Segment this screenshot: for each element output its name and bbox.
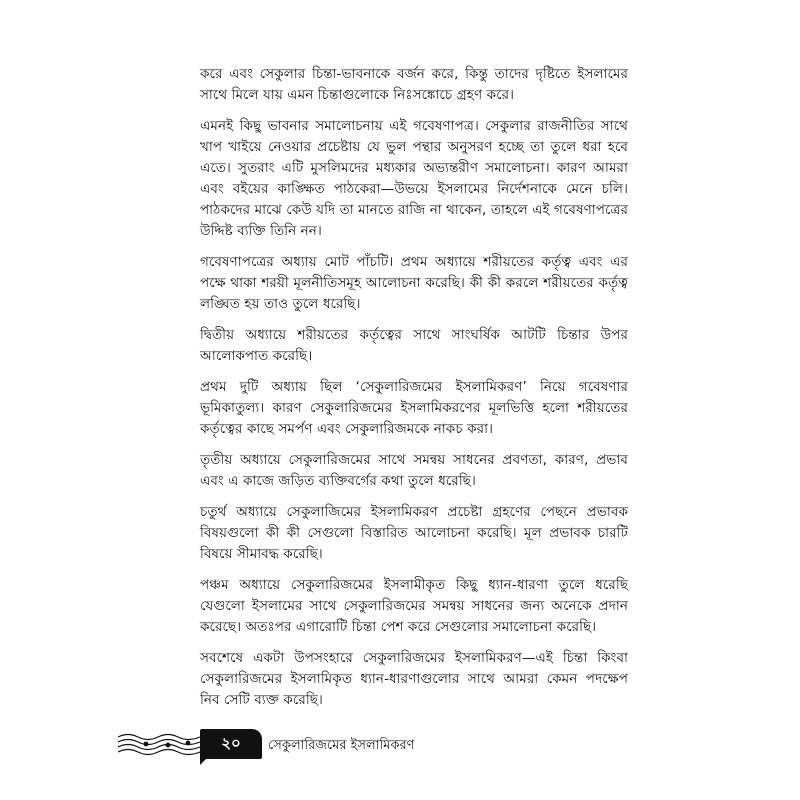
paragraph-7: চতুর্থ অধ্যায়ে সেকুলাজিমের ইসলামিকরণ প্রচেষ্টা গ্রহণের পেছনে প্রভাবক বিষয়গুলো কী কী সেগুলো বিস্তারিত আলোচনা করেছি। মূল প্রভাবক চারটি বিষয়ে সীমাবদ্ধ করেছি। bbox=[200, 504, 628, 562]
paragraph-3: গবেষণাপত্রের অধ্যায় মোট পাঁচটি। প্রথম অধ্যায়ে শরীয়তের কর্তৃত্ব এবং এর পক্ষে থাকা শরয়ী মূলনীতিসমূহ আলোচনা করেছি। কী কী করলে শরীয়তের কর্তৃত্ব লঙ্ঘিত হয় তাও তুলে ধরেছি। bbox=[200, 254, 628, 312]
paragraph-2: এমনই কিছু ভাবনার সমালোচনায় এই গবেষণাপত্র। সেকুলার রাজনীতির সাথে খাপ খাইয়ে নেওয়ার প্রচেষ্টায় যে ভুল পন্থার অনুসরণ হচ্ছে তা তুলে ধরা হবে এতে। সুতরাং এটি মুসলিমদের মধ্যকার অভ্যন্তরীণ সমালোচনা। কারণ আমরা এবং বইয়ের কাঙ্ক্ষিত পাঠকেরা—উভয়ে ইসলামের নির্দেশনাকে মেনে চলি। পাঠকদের মাঝে কেউ যদি তা মানতে রাজি না থাকেন, তাহলে এই গবেষণাপত্রের উদ্দিষ্ট ব্যক্তি তিনি নন। bbox=[200, 118, 628, 239]
page-number: ২০ bbox=[200, 729, 262, 759]
paragraph-8: পঞ্চম অধ্যায়ে সেকুলারিজমের ইসলামীকৃত কিছু ধ্যান-ধারণা তুলে ধরেছি যেগুলো ইসলামের সাথে সেকুলারিজমের সমন্বয় সাধনের জন্য অনেকে প্রদান করেছে। অতঃপর এগারোটি চিন্তা পেশ করে সেগুলোর সমালোচনা করেছি। bbox=[200, 577, 628, 635]
running-title: সেকুলারিজমের ইসলামিকরণ bbox=[268, 738, 415, 753]
wave-ornament-icon bbox=[116, 731, 202, 757]
paragraph-5: প্রথম দুটি অধ্যায় ছিল ‘সেকুলারিজমের ইসলামিকরণ’ নিয়ে গবেষণার ভূমিকাতুল্য। কারণ সেকুলারিজমের ইসলামিকরণের মূলভিত্তি হলো শরীয়তের কর্তৃত্বের কাছে সমর্পণ এবং সেকুলারিজমকে নাকচ করা। bbox=[200, 379, 628, 437]
body-text bbox=[200, 64, 628, 721]
paragraph-4: দ্বিতীয় অধ্যায়ে শরীয়তের কর্তৃত্বের সাথে সাংঘর্ষিক আটটি চিন্তার উপর আলোকপাত করেছি। bbox=[200, 327, 628, 364]
paragraph-6: তৃতীয় অধ্যায়ে সেকুলারিজমের সাথে সমন্বয় সাধনের প্রবণতা, কারণ, প্রভাব এবং এ কাজে জড়িত ব্যক্তিবর্গের কথা তুলে ধরেছি। bbox=[200, 452, 628, 489]
page-footer bbox=[116, 729, 446, 761]
paragraph-1: করে এবং সেকুলার চিন্তা-ভাবনাকে বর্জন করে, কিন্তু তাদের দৃষ্টিতে ইসলামের সাথে মিলে যায় এমন চিন্তাগুলোকে নিঃসঙ্কোচে গ্রহণ করে। bbox=[200, 66, 628, 103]
page-tab-notch bbox=[200, 757, 208, 765]
paragraph-9: সবশেষে একটা উপসংহারে সেকুলারিজমের ইসলামিকরণ—এই চিন্তা কিংবা সেকুলারিজমের ইসলামিকৃত ধ্যান-ধারণাগুলোর সাথে আমরা কেমন পদক্ষেপ নিব সেটি ব্যক্ত করেছি। bbox=[200, 650, 628, 708]
